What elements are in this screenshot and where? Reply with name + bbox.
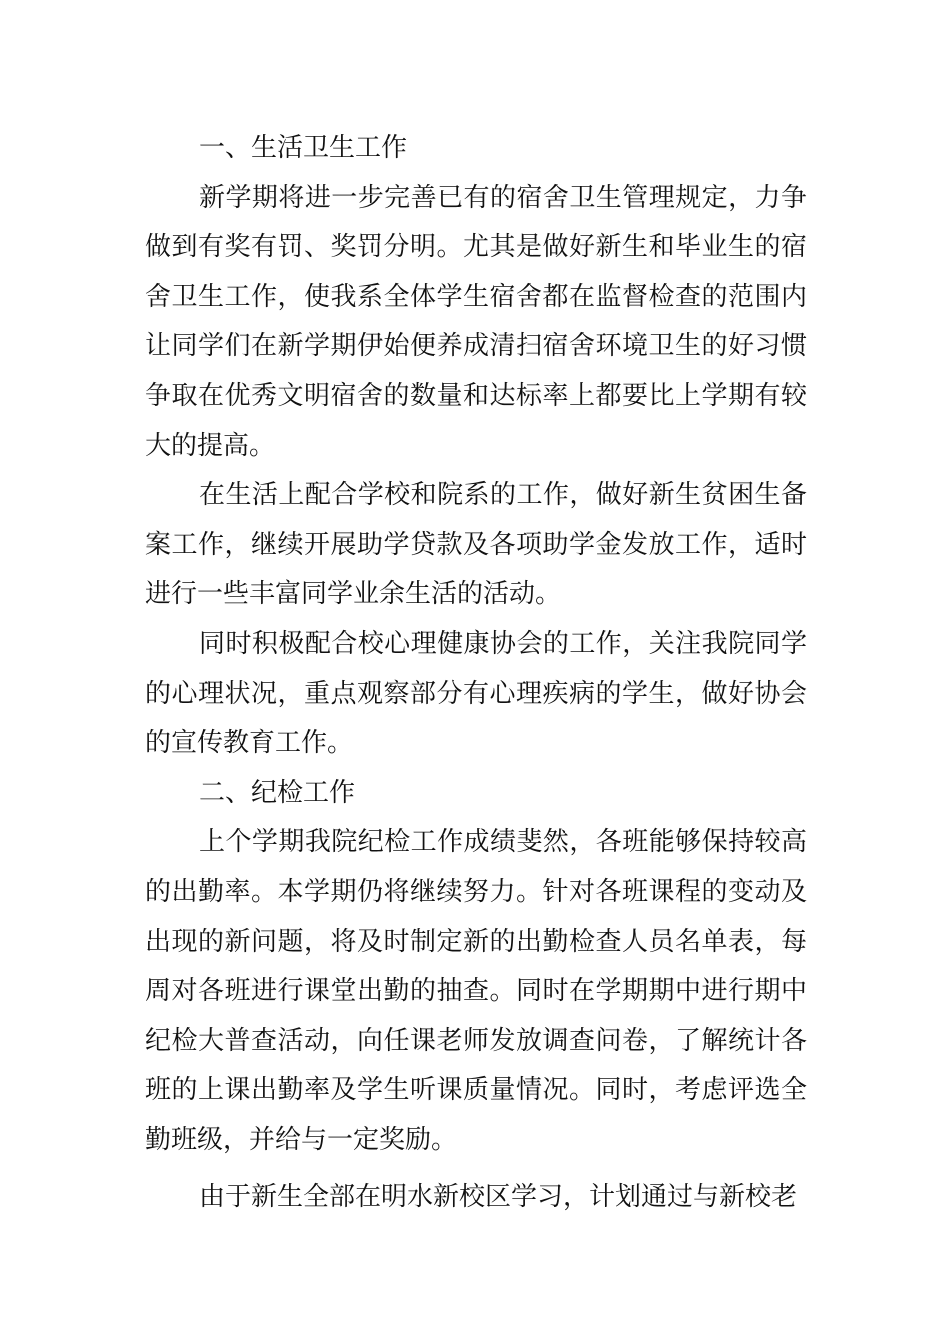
paragraph-new-campus: 由于新生全部在明水新校区学习，计划通过与新校老: [199, 1182, 798, 1213]
document-body: [145, 124, 807, 1223]
section-heading-life-hygiene: 一、生活卫生工作: [199, 133, 408, 163]
section-heading-discipline: 二、纪检工作: [199, 777, 356, 808]
paragraph-attendance-inspection: 上个学期我院纪检工作成绩斐然，各班能够保持较高的出勤率。本学期仍将继续努力。针对各班课程的变动及出现的新问题，将及时制定新的出勤检查人员名单表，每周对各班进行课堂出勤的抽查。同时在学期期中进行期中纪检大普查活动，向任课老师发放调查问卷，了解统计各班的上课出勤率及学生听课质量情况。同时，考虑评选全勤班级，并给与一定奖励。: [145, 827, 807, 1155]
paragraph-student-support: 在生活上配合学校和院系的工作，做好新生贫困生备案工作，继续开展助学贷款及各项助学金发放工作，适时进行一些丰富同学业余生活的活动。: [145, 480, 807, 610]
paragraph-mental-health: 同时积极配合校心理健康协会的工作，关注我院同学的心理状况，重点观察部分有心理疾病的学生，做好协会的宣传教育工作。: [145, 628, 807, 759]
paragraph-dormitory-hygiene: 新学期将进一步完善已有的宿舍卫生管理规定，力争做到有奖有罚、奖罚分明。尤其是做好新生和毕业生的宿舍卫生工作，使我系全体学生宿舍都在监督检查的范围内让同学们在新学期伊始便养成清扫宿舍环境卫生的好习惯争取在优秀文明宿舍的数量和达标率上都要比上学期有较大的提高。: [145, 182, 807, 461]
